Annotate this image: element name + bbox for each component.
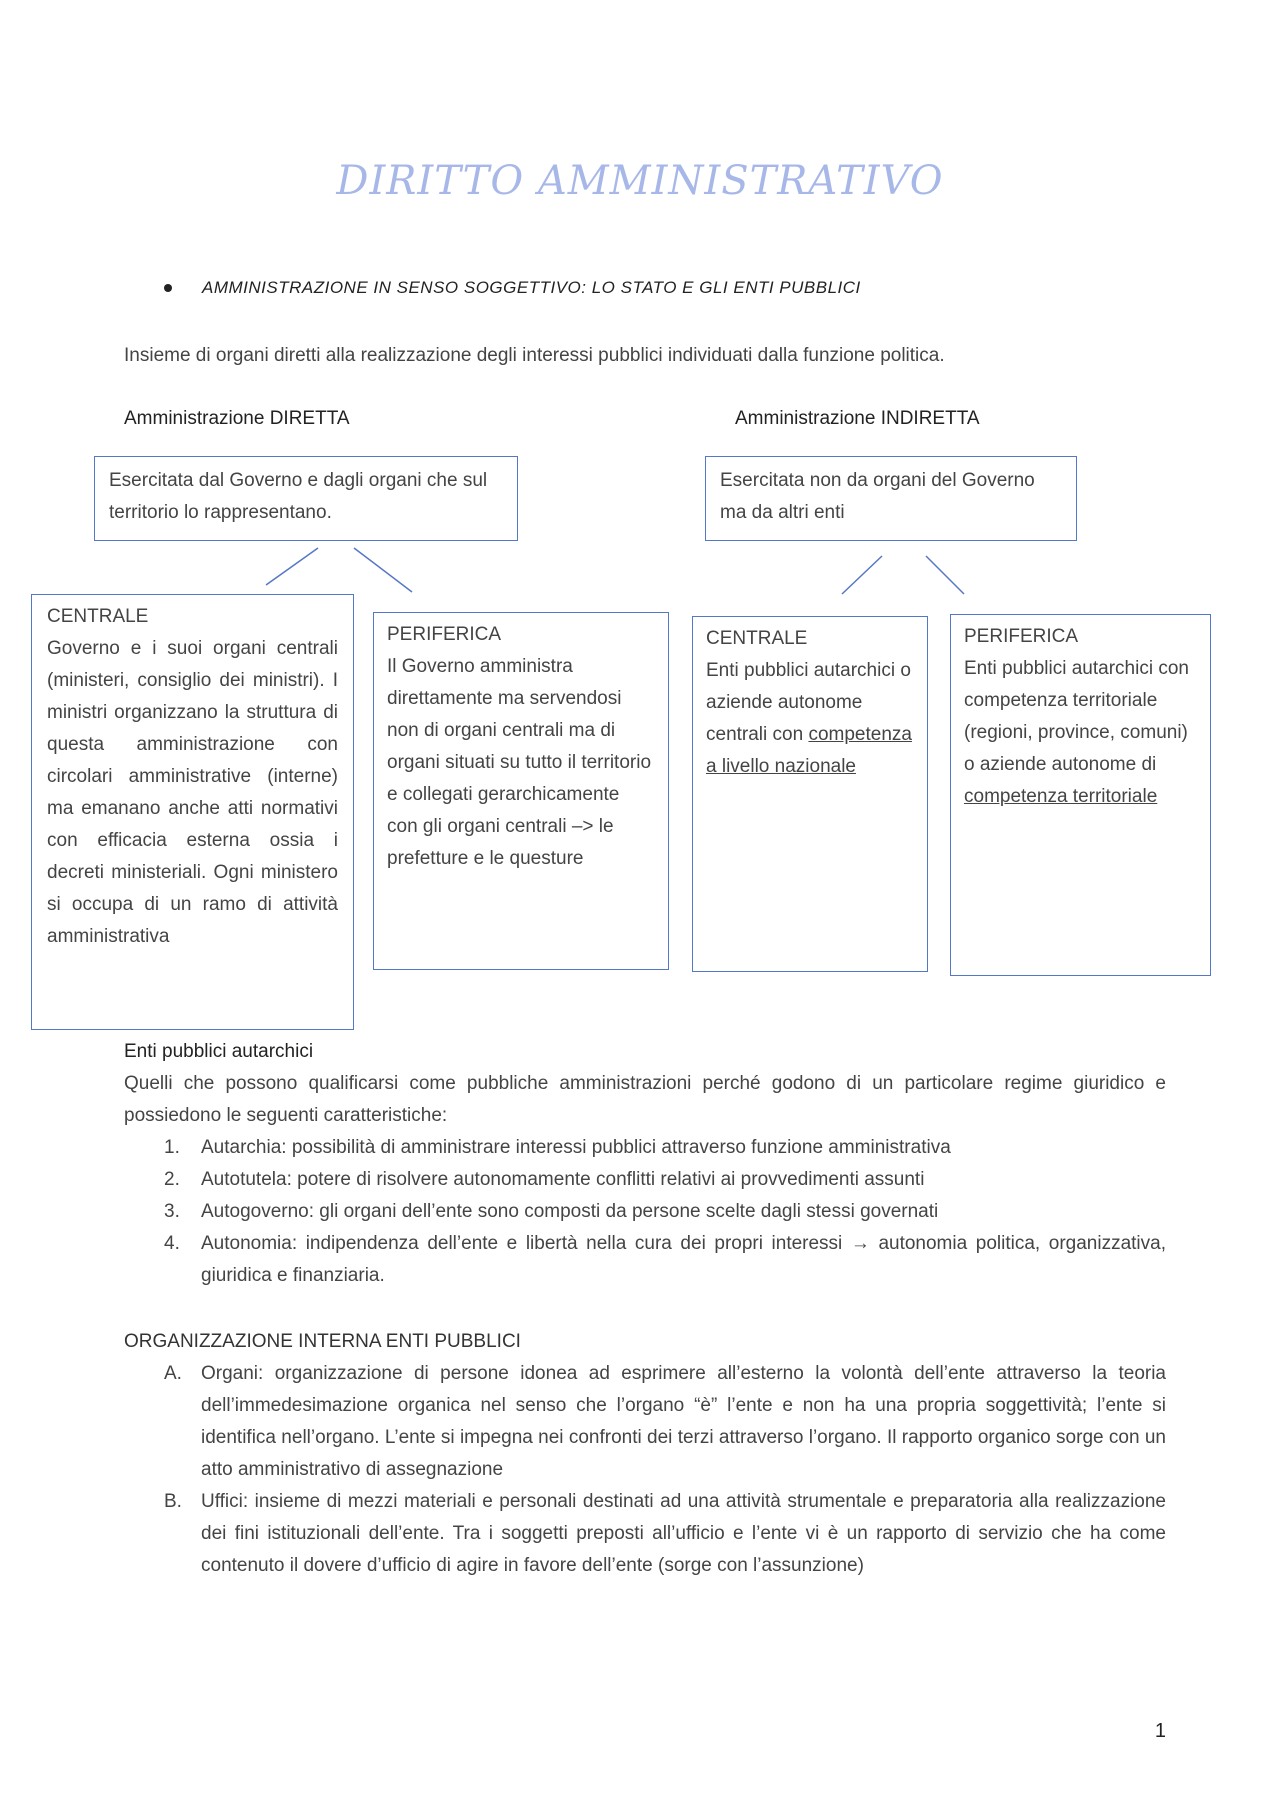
diretta-periferica-text: Il Governo amministra direttamente ma servendosi non di organi centrali ma di organi situati su tutto il territorio e collegati gerarchicamente con gli organi centrali –> le prefetture e le questure	[387, 656, 652, 869]
indiretta-label: Amministrazione INDIRETTA	[735, 408, 980, 429]
list-item-text: Autotutela: potere di risolvere autonomamente conflitti relativi ai provvedimenti assunti	[201, 1169, 925, 1190]
section-heading-text: AMMINISTRAZIONE IN SENSO SOGGETTIVO: LO STATO E GLI ENTI PUBBLICI	[202, 278, 861, 297]
diretta-centrale-box	[31, 594, 354, 1030]
indiretta-centrale-underlined: competenza a livello nazionale	[706, 724, 912, 777]
indiretta-centrale-heading: CENTRALE	[706, 628, 808, 649]
indiretta-definition: Esercitata non da organi del Governo ma da altri enti	[720, 470, 1035, 523]
list-item	[124, 1196, 1166, 1228]
list-item-text: Autarchia: possibilità di amministrare interessi pubblici attraverso funzione amministrativa	[201, 1137, 951, 1158]
list-item-number: 3.	[164, 1201, 180, 1222]
diretta-definition: Esercitata dal Governo e dagli organi che sul territorio lo rappresentano.	[109, 470, 488, 523]
list-item	[124, 1486, 1166, 1582]
indiretta-periferica-heading: PERIFERICA	[964, 626, 1079, 647]
list-item	[124, 1228, 1166, 1292]
list-item-text: Uffici: insieme di mezzi materiali e personali destinati ad una attività strumentale e preparatoria alla realizzazione dei fini istituzionali dell’ente. Tra i soggetti preposti all’ufficio e l’ente vi è un rapporto di servizio che ha come contenuto il dovere d’ufficio di agire in favore dell’ente (sorge con l’assunzione)	[201, 1491, 1166, 1576]
diretta-periferica-heading: PERIFERICA	[387, 624, 502, 645]
list-item-letter: A.	[164, 1363, 182, 1384]
connector-indiretta-periferica	[926, 556, 964, 594]
organizzazione-title: ORGANIZZAZIONE INTERNA ENTI PUBBLICI	[124, 1331, 521, 1352]
indiretta-periferica-underlined: competenza territoriale	[964, 786, 1158, 807]
list-item-text: Autogoverno: gli organi dell’ente sono composti da persone scelte dagli stessi governati	[201, 1201, 939, 1222]
connector-indiretta-centrale	[842, 556, 882, 594]
indiretta-periferica-box	[950, 614, 1211, 976]
enti-autarchici-body: Quelli che possono qualificarsi come pubbliche amministrazioni perché godono di un particolare regime giuridico e possiedono le seguenti caratteristiche:	[124, 1073, 1166, 1126]
diretta-centrale-text: Governo e i suoi organi centrali (ministeri, consiglio dei ministri). I ministri organizzano la struttura di questa amministrazione con circolari amministrative (interne) ma emanano anche atti normativi con efficacia esterna ossia i decreti ministeriali. Ogni ministero si occupa di un ramo di attività amministrativa	[47, 638, 338, 947]
indiretta-centrale-text: Enti pubblici autarchici o aziende autonome centrali con	[706, 660, 911, 745]
organizzazione-list	[124, 1358, 1166, 1582]
diretta-periferica-box	[373, 612, 669, 970]
list-item-number: 2.	[164, 1169, 180, 1190]
list-item-text: Autonomia: indipendenza dell’ente e libertà nella cura dei propri interessi → autonomia politica, organizzativa, giuridica e finanziaria.	[201, 1233, 1166, 1286]
page-number: 1	[1154, 1720, 1166, 1742]
page-title: DIRITTO AMMINISTRATIVO	[336, 158, 944, 204]
diretta-centrale-heading: CENTRALE	[47, 606, 149, 627]
list-item-letter: B.	[164, 1491, 182, 1512]
caratteristiche-list	[124, 1132, 1166, 1292]
enti-autarchici-title: Enti pubblici autarchici	[124, 1041, 314, 1062]
list-item	[124, 1358, 1166, 1486]
indiretta-centrale-box	[692, 616, 928, 972]
intro-paragraph: Insieme di organi diretti alla realizzazione degli interessi pubblici individuati dalla funzione politica.	[124, 345, 945, 366]
list-item-number: 1.	[164, 1137, 180, 1158]
list-item	[124, 1164, 1166, 1196]
diretta-label: Amministrazione DIRETTA	[124, 408, 350, 429]
indiretta-periferica-text: Enti pubblici autarchici con competenza territoriale (regioni, province, comuni) o aziende autonome di	[964, 658, 1189, 775]
connector-diretta-periferica	[354, 548, 412, 592]
list-item	[124, 1132, 1166, 1164]
list-item-number: 4.	[164, 1233, 180, 1254]
list-item-text: Organi: organizzazione di persone idonea ad esprimere all’esterno la volontà dell’ente attraverso la teoria dell’immedesimazione organica nel senso che l’organo “è” l’ente e non ha una propria soggettività; l’ente si identifica nell’organo. L’ente si impegna nei confronti dei terzi attraverso l’organo. Il rapporto organico sorge con un atto amministrativo di assegnazione	[201, 1363, 1166, 1480]
connector-diretta-centrale	[266, 548, 318, 585]
